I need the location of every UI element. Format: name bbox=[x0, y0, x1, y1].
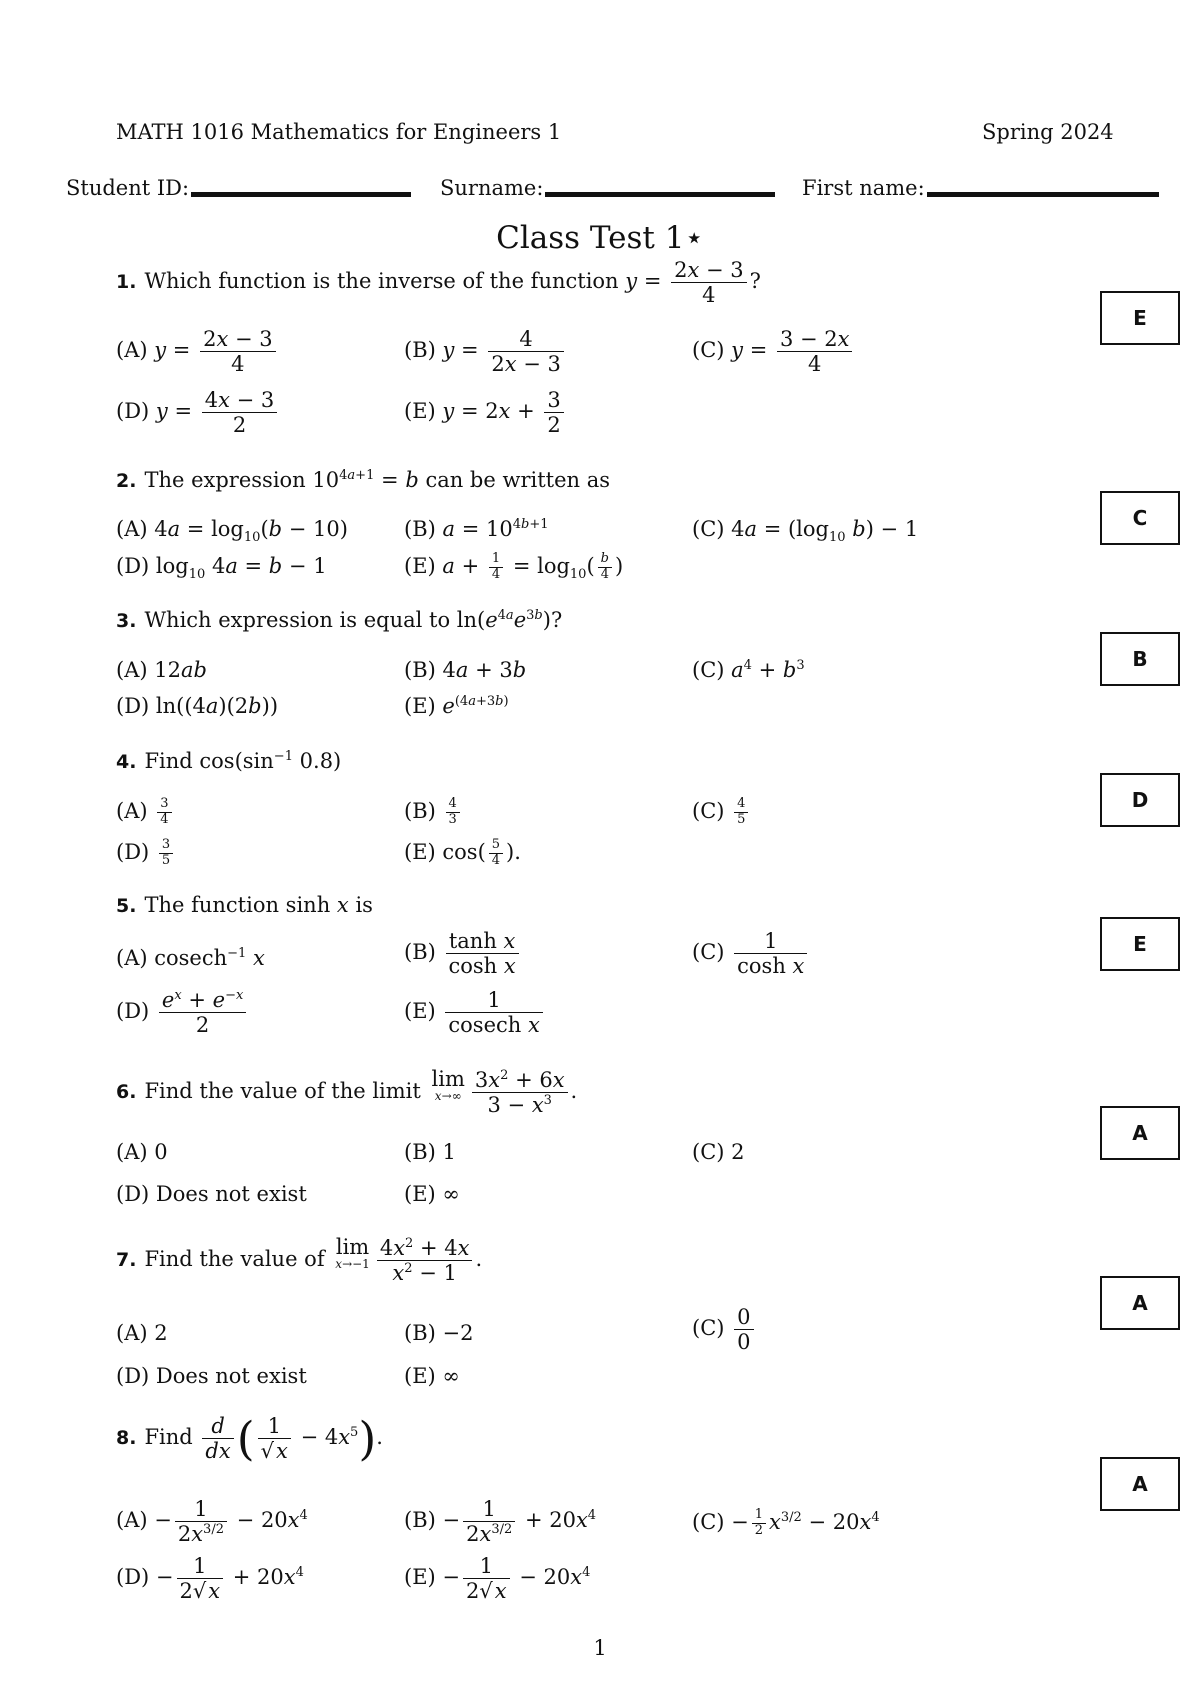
option-a: (A) 2 bbox=[116, 1321, 168, 1345]
question-8: 8. Find $\frac{d}{dx}$ ( $\frac{1}{√x}$ − $4x^5$). bbox=[116, 1411, 383, 1466]
answer-box: A bbox=[1100, 1276, 1180, 1330]
option-b: (B) 4a + 3b bbox=[404, 658, 527, 682]
option-b: (B) 1 bbox=[404, 1140, 456, 1164]
question-number: 2. bbox=[116, 470, 137, 492]
option-a: (A) $4a = \log_{10}(b - 10)$ bbox=[116, 517, 348, 546]
answer-box: A bbox=[1100, 1106, 1180, 1160]
question-7: 7. Find the value of lim x→−1 $\frac{4x^2 + 4x}{x^2 - 1}$ . bbox=[116, 1235, 483, 1286]
option-c: (C) $\frac{1}{\text{cosh x}}$ bbox=[692, 929, 810, 978]
option-c: (C) 2 bbox=[692, 1140, 745, 1164]
option-b: (B) y = $\frac{4}{2x - 3}$ bbox=[404, 327, 567, 376]
question-6: 6. Find the value of the limit lim x→∞ $\frac{3x^2 + 6x}{3 - x^3}$ . bbox=[116, 1067, 578, 1118]
option-a: (A) cosech$^{-1}$ x bbox=[116, 946, 265, 970]
option-e: (E) ∞ bbox=[404, 1182, 460, 1206]
question-number: 7. bbox=[116, 1249, 137, 1272]
question-text: Find the value of bbox=[144, 1247, 325, 1272]
option-b: (B) $\frac{4}{3}$ bbox=[404, 797, 463, 828]
option-d: (D) $\log_{10} 4a = b - 1$ bbox=[116, 554, 327, 583]
option-b: (B) $\frac{\text{tanh x}}{\text{cosh x}}$ bbox=[404, 929, 522, 978]
option-c: (C) $\frac{4}{5}$ bbox=[692, 797, 751, 828]
first-name-label: First name: bbox=[802, 176, 925, 200]
first-name-line[interactable] bbox=[927, 192, 1159, 197]
option-e: (E) cos( $\frac{5}{4}$ ). bbox=[404, 837, 521, 868]
question-number: 8. bbox=[116, 1427, 137, 1450]
answer-box: E bbox=[1100, 917, 1180, 971]
student-id-line[interactable] bbox=[191, 192, 411, 197]
option-c: (C) $4a = (\log_{10}$ b) − 1 bbox=[692, 517, 919, 546]
option-a: (A) y = $\frac{2x - 3}{4}$ bbox=[116, 327, 279, 376]
option-c: (C) y = $\frac{3 - 2x}{4}$ bbox=[692, 327, 855, 376]
option-e: (E) ∞ bbox=[404, 1364, 460, 1388]
course-title: MATH 1016 Mathematics for Engineers 1 bbox=[116, 120, 562, 144]
term: Spring 2024 bbox=[982, 120, 1114, 144]
question-text: can be written as bbox=[425, 468, 611, 492]
question-text: Which function is the inverse of the function bbox=[144, 269, 619, 294]
first-name-field[interactable] bbox=[802, 176, 1159, 200]
option-c: (C) $\frac{0}{0}$ bbox=[692, 1305, 757, 1354]
page-number: 1 bbox=[593, 1636, 607, 1660]
question-3: 3. Which expression is equal to $\ln(e^{4a}e^{3b})$? bbox=[116, 608, 563, 632]
option-e: (E) $\frac{1}{\text{cosech x}}$ bbox=[404, 988, 546, 1037]
student-id-label: Student ID: bbox=[66, 176, 190, 200]
answer-box: E bbox=[1100, 291, 1180, 345]
option-b: (B) −2 bbox=[404, 1321, 474, 1345]
question-1: 1. Which function is the inverse of the function y = $\frac{2x - 3}{4}$ ? bbox=[116, 258, 761, 308]
student-id-field[interactable] bbox=[66, 176, 411, 200]
option-b: (B) − $\frac{1}{2x^{3/2}}$ + $20x^4$ bbox=[404, 1497, 597, 1547]
option-d: (D) Does not exist bbox=[116, 1182, 307, 1206]
question-text: is bbox=[355, 893, 373, 917]
question-number: 4. bbox=[116, 751, 137, 773]
option-a: (A) 12ab bbox=[116, 658, 207, 682]
question-text: Find bbox=[144, 749, 193, 773]
page-title: Class Test 1⋆ bbox=[496, 220, 704, 256]
option-e: (E) y = 2x + $\frac{3}{2}$ bbox=[404, 388, 567, 437]
question-text: Which expression is equal to bbox=[144, 608, 451, 632]
option-text: Does not exist bbox=[155, 1182, 307, 1206]
option-e: (E) $e^{(4a+3b)}$ bbox=[404, 694, 509, 718]
option-a: (A) $\frac{3}{4}$ bbox=[116, 797, 175, 828]
question-text: The expression bbox=[144, 468, 306, 492]
option-text: Does not exist bbox=[155, 1364, 307, 1388]
option-a: (A) − $\frac{1}{2x^{3/2}}$ − $20x^4$ bbox=[116, 1497, 308, 1547]
option-c: (C) − $\frac{1}{2}$ $x^{3/2} - 20x^4$ bbox=[692, 1507, 880, 1538]
option-d: (D) $\frac{3}{5}$ bbox=[116, 838, 176, 869]
option-e: (E) a + $\frac{1}{4}$ = $\log_{10}$( $\frac{b}{4}$ ) bbox=[404, 551, 624, 583]
question-number: 5. bbox=[116, 895, 137, 917]
question-text: The function bbox=[144, 893, 279, 917]
question-number: 6. bbox=[116, 1081, 137, 1104]
question-number: 3. bbox=[116, 610, 137, 632]
option-b: (B) $a = 10^{4b+1}$ bbox=[404, 517, 549, 541]
question-5: 5. The function sinh x is bbox=[116, 893, 373, 917]
question-4: 4. Find $\cos(\sin^{-1}$ 0.8) bbox=[116, 749, 342, 773]
question-number: 1. bbox=[116, 271, 137, 294]
option-d: (D) ln((4a)(2b)) bbox=[116, 694, 279, 718]
answer-box: B bbox=[1100, 632, 1180, 686]
question-text: Find the value of the limit bbox=[144, 1079, 421, 1104]
option-a: (A) 0 bbox=[116, 1140, 168, 1164]
surname-label: Surname: bbox=[440, 176, 544, 200]
option-c: (C) $a^4 + b^3$ bbox=[692, 658, 805, 682]
question-2: 2. The expression $10^{4a+1} = b$ can be written as bbox=[116, 468, 611, 492]
answer-box: C bbox=[1100, 491, 1180, 545]
option-d: (D) $\frac{e^x + e^{-x}}{2}$ bbox=[116, 988, 249, 1037]
option-d: (D) y = $\frac{4x - 3}{2}$ bbox=[116, 388, 280, 437]
option-e: (E) − $\frac{1}{2√x}$ − $20x^4$ bbox=[404, 1554, 591, 1604]
surname-line[interactable] bbox=[545, 192, 775, 197]
option-d: (D) Does not exist bbox=[116, 1364, 307, 1388]
answer-box: D bbox=[1100, 773, 1180, 827]
answer-box: A bbox=[1100, 1457, 1180, 1511]
question-text: Find bbox=[144, 1425, 193, 1450]
option-d: (D) − $\frac{1}{2√x}$ + $20x^4$ bbox=[116, 1554, 304, 1604]
surname-field[interactable] bbox=[440, 176, 775, 200]
